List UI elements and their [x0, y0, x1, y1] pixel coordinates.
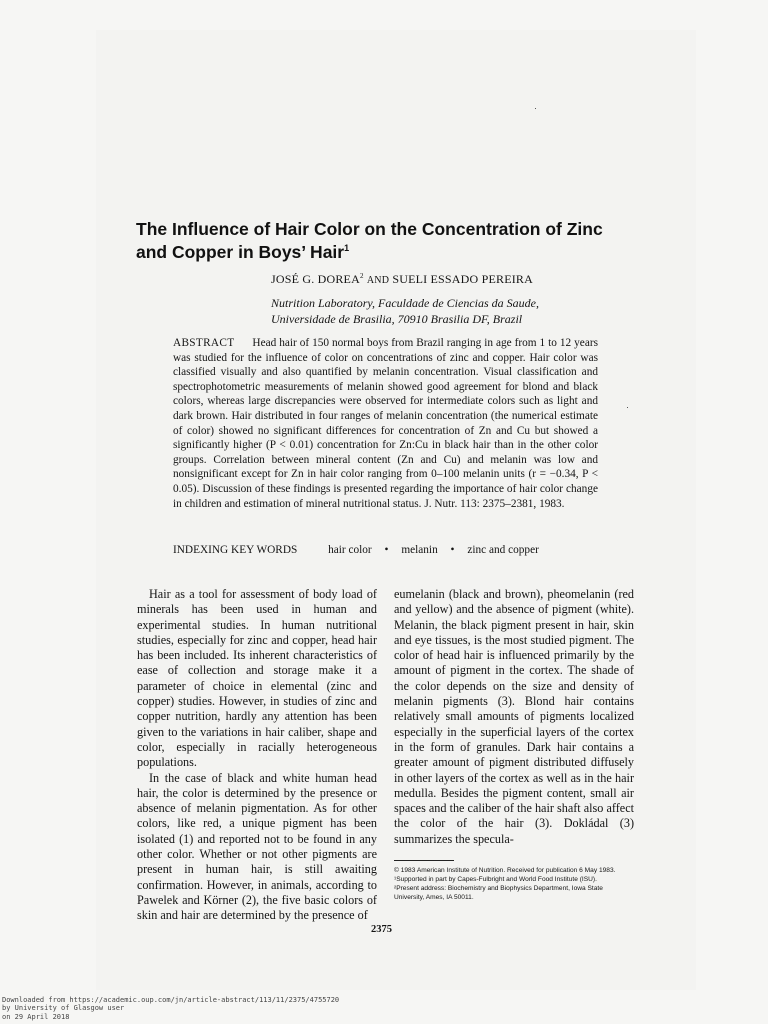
abstract — [173, 336, 598, 511]
author-line — [271, 272, 533, 287]
download-stamp-line: Downloaded from https://academic.oup.com/jn/article-abstract/113/11/2375/4755720 — [2, 996, 340, 1004]
affiliation-line-2: Universidade de Brasilia, 70910 Brasilia DF, Brazil — [271, 312, 523, 326]
footnote-2: ²Present address: Biochemistry and Biophysics Department, Iowa State University, Ames, IA 50011. — [394, 885, 603, 901]
scan-speck — [627, 407, 628, 408]
article-title — [136, 218, 616, 264]
footnote-1: ¹Supported in part by Capes-Fulbright and World Food Institute (ISU). — [394, 876, 597, 883]
keyword-separator: • — [450, 544, 455, 556]
author-conjunction: AND — [366, 275, 390, 286]
body-paragraph: In the case of black and white human head hair, the color is determined by the presence or absence of melanin pigmentation. As for other colors, like red, a unique pigment has been isolated (1) and reported not to be found in any other color. Whether or not other pigments are present in human hair, is still awaiting confirmation. However, in animals, according to Pawelek and Körner (2), the five basic colors of skin and hair are determined by the presence of — [137, 770, 377, 923]
keyword-separator: • — [384, 544, 389, 556]
body-paragraph: Hair as a tool for assessment of body load of minerals has been used in human and experimental studies. In human nutritional studies, especially for zinc and copper, head hair has been included. Its inherent characteristics of ease of collection and storage make it a parameter of choice in elemental (zinc and copper) studies. However, in studies of zinc and copper nutrition, hardly any attention has been given to the variations in hair caliber, shape and color, especially in racially heterogeneous populations. — [137, 587, 377, 770]
affiliation — [271, 295, 539, 327]
keyword: zinc and copper — [467, 544, 539, 556]
scan-speck — [535, 108, 536, 109]
download-stamp — [2, 996, 339, 1021]
footnote-divider — [394, 860, 454, 861]
download-stamp-line: on 29 April 2018 — [2, 1012, 70, 1021]
keywords-label: INDEXING KEY WORDS — [173, 544, 298, 556]
body-column-right — [394, 587, 634, 847]
body-column-left — [137, 587, 377, 924]
body-paragraph: eumelanin (black and brown), pheomelanin (red and yellow) and the absence of pigment (white). Melanin, the black pigment present in hair, skin and eye tissues, is the most studied pigment. The color of head hair is influenced primarily by the amount of pigment in the cortex. The shade of the color depends on the size and density of melanin pigments (3). Blond hair contains relatively small amounts of pigments localized especially in the superficial layers of the cortex in the form of granules. Dark hair contains a greater amount of pigment distributed diffusely in other layers of the cortex as well as in the hair medulla. Besides the pigment content, small air spaces and the caliber of the hair shaft also affect the color of the hair (3). Dokládal (3) summarizes the specula- — [394, 587, 634, 846]
title-footnote-marker: 1 — [344, 243, 350, 254]
abstract-heading: ABSTRACT — [173, 337, 235, 349]
author-1-footnote-marker: 2 — [359, 272, 364, 280]
indexing-key-words — [173, 544, 613, 556]
keyword: melanin — [401, 544, 438, 556]
author-2: SUELI ESSADO PEREIRA — [392, 272, 534, 286]
abstract-text: Head hair of 150 normal boys from Brazil ranging in age from 1 to 12 years was studied for the influence of color on concentrations of zinc and copper. Hair color was classified visually and also quantified by melanin concentration. Visual classification and spectrophotometric measurements of melanin showed good agreement for blond and black colors, whereas large discrepancies were observed for intermediate colors such as light and dark brown. Hair distributed in four ranges of melanin concentration (the numerical estimate of color) showed no significant differences for concentration of Zn and Cu but showed a significantly higher (P < 0.01) concentration for Zn:Cu in black hair than in the other color groups. Correlation between mineral content (Zn and Cu) and melanin was low and nonsignificant except for Zn in hair color ranging from 0–100 melanin units (r = −0.34, P < 0.05). Discussion of these findings is presented regarding the importance of hair color change in children and estimation of mineral nutritional status. — [173, 337, 598, 510]
footnote-received: © 1983 American Institute of Nutrition. Received for publication 6 May 1983. — [394, 867, 616, 874]
page-number: 2375 — [371, 924, 392, 935]
download-stamp-line: by University of Glasgow user — [2, 1004, 125, 1013]
affiliation-line-1: Nutrition Laboratory, Faculdade de Ciencias da Saude, — [271, 296, 539, 310]
article-title-text: The Influence of Hair Color on the Concentration of Zinc and Copper in Boys’ Hair — [136, 219, 603, 262]
author-1: JOSÉ G. DOREA — [271, 272, 360, 286]
journal-citation: J. Nutr. 113: 2375–2381, 1983. — [424, 497, 565, 510]
keyword: hair color — [328, 544, 372, 556]
footnotes — [394, 866, 634, 902]
